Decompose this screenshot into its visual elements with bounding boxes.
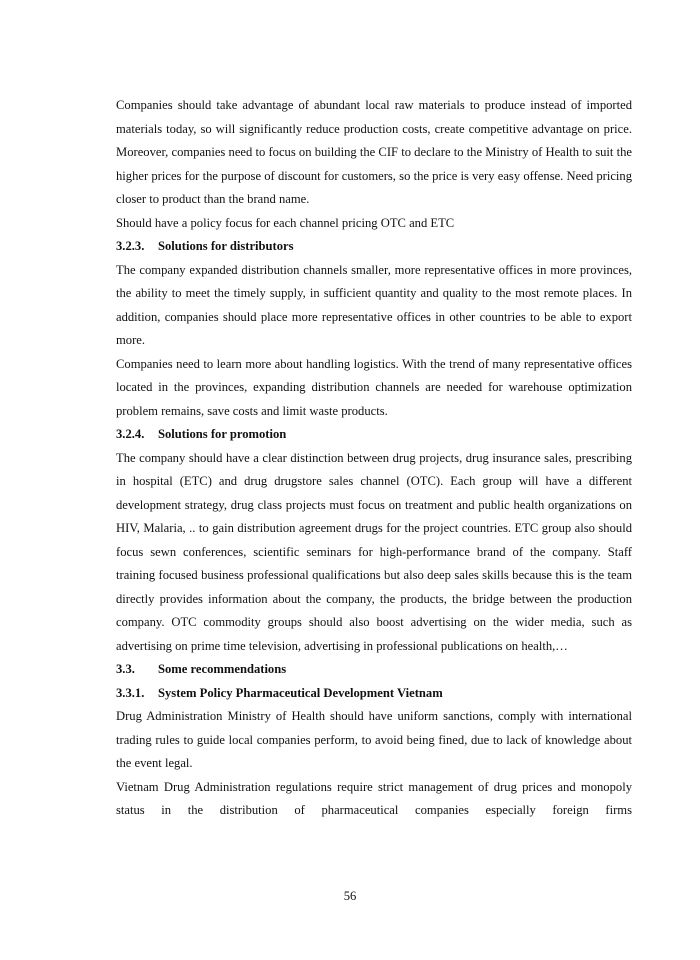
paragraph-promotion: The company should have a clear distinction between drug projects, drug insurance sales, prescribing in hospital (ETC) and drug drugstore sales channel (OTC). Each group will have a different development strategy, drug class projects must focus on treatment and public health organizations on HIV, Malaria, .. to gain distribution agreement drugs for the project countries. ETC group also should focus sewn conferences, scientific seminars for high-performance brand of the company. Staff training focused business professional qualifications but also deep sales skills because this is the team directly provides information about the company, the products, the bridge between the production company. OTC commodity groups should also boost advertising on the wider media, such as advertising on prime time television, advertising in professional publications on health,… bbox=[116, 450, 632, 653]
heading-3-3 bbox=[116, 658, 632, 682]
heading-title: Some recommendations bbox=[158, 662, 287, 676]
page-body bbox=[116, 94, 632, 823]
heading-3-3-1 bbox=[116, 682, 632, 706]
paragraph-drug-administration: Drug Administration Ministry of Health should have uniform sanctions, comply with international trading rules to guide local companies perform, to avoid being fined, due to lack of knowledge about the event legal. bbox=[116, 709, 632, 770]
heading-number: 3.2.3. bbox=[116, 239, 145, 253]
heading-3-2-3 bbox=[116, 235, 632, 259]
heading-number: 3.3.1. bbox=[116, 685, 145, 700]
paragraph-vietnam-regulations: Vietnam Drug Administration regulations require strict management of drug prices and monopoly status in the distribution of pharmaceutical companies especially foreign firms bbox=[116, 779, 632, 817]
heading-number: 3.2.4. bbox=[116, 427, 145, 441]
heading-title: System Policy Pharmaceutical Development Vietnam bbox=[158, 685, 443, 700]
heading-3-2-4 bbox=[116, 423, 632, 447]
heading-title: Solutions for promotion bbox=[158, 427, 287, 441]
paragraph-raw-materials: Companies should take advantage of abundant local raw materials to produce instead of imported materials today, so will significantly reduce production costs, create competitive advantage on price. Moreover, companies need to focus on building the CIF to declare to the Ministry of Health to suit the higher prices for the purpose of discount for customers, so the price is very easy offense. Need pricing closer to product than the brand name. bbox=[116, 98, 632, 206]
heading-title: Solutions for distributors bbox=[158, 239, 294, 253]
heading-number: 3.3. bbox=[116, 662, 135, 676]
page-number: 56 bbox=[343, 889, 357, 903]
paragraph-channel-pricing: Should have a policy focus for each channel pricing OTC and ETC bbox=[116, 215, 455, 230]
paragraph-distribution-channels: The company expanded distribution channels smaller, more representative offices in more provinces, the ability to meet the timely supply, in sufficient quantity and quality to the most remote places. In addition, companies should place more representative offices in other countries to be able to export more. bbox=[116, 262, 632, 347]
paragraph-logistics: Companies need to learn more about handling logistics. With the trend of many representative offices located in the provinces, expanding distribution channels are needed for warehouse optimization problem remains, save costs and limit waste products. bbox=[116, 356, 632, 418]
